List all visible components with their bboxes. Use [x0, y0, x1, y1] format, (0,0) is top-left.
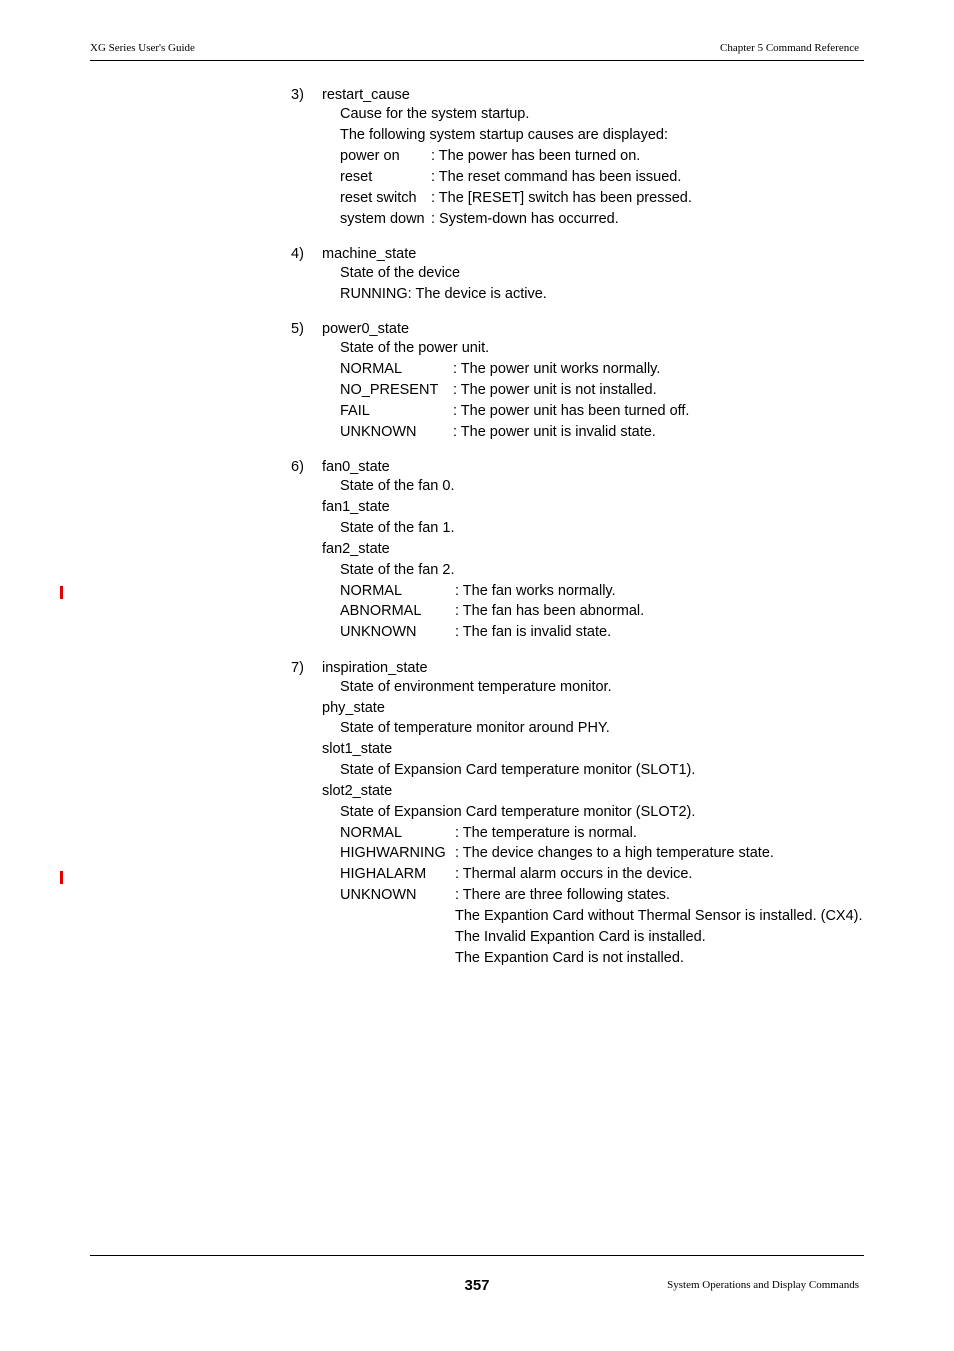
item-description: State of the device [340, 265, 461, 281]
value-key: FAIL [340, 403, 370, 419]
item-description: State of the fan 2. [340, 562, 455, 578]
item-description: State of the power unit. [340, 340, 490, 356]
value-meaning: : The [RESET] switch has been pressed. [431, 190, 692, 206]
header-guide-title: XG Series User's Guide [90, 42, 195, 54]
value-key: HIGHALARM [340, 866, 427, 882]
value-meaning: : The fan works normally. [455, 583, 616, 599]
value-key: NORMAL [340, 825, 403, 841]
change-bar-marker [60, 871, 63, 884]
item-name: fan0_state [322, 459, 390, 475]
value-key: UNKNOWN [340, 624, 417, 640]
item-name: phy_state [322, 700, 385, 716]
item-name: slot1_state [322, 741, 393, 757]
item-description: State of Expansion Card temperature monitor (SLOT2). [340, 804, 696, 820]
value-key: HIGHWARNING [340, 845, 446, 861]
value-key: reset switch [340, 190, 417, 206]
value-key: ABNORMAL [340, 603, 422, 619]
item-name: fan1_state [322, 499, 390, 515]
value-meaning: : The power unit is invalid state. [453, 424, 656, 440]
item-name: power0_state [322, 321, 410, 337]
value-key: NORMAL [340, 583, 403, 599]
footer-section-title: System Operations and Display Commands [667, 1279, 859, 1291]
item-name: restart_cause [322, 87, 410, 103]
item-description: State of the fan 0. [340, 478, 455, 494]
item-description: State of environment temperature monitor. [340, 679, 612, 695]
item-number: 3) [291, 87, 304, 103]
value-meaning: : There are three following states. [455, 887, 670, 903]
value-meaning: : The fan has been abnormal. [455, 603, 645, 619]
header-rule [90, 60, 864, 61]
page-number: 357 [464, 1277, 490, 1294]
item-description: State of temperature monitor around PHY. [340, 720, 610, 736]
value-meaning: : The fan is invalid state. [455, 624, 612, 640]
unknown-state-detail: The Invalid Expantion Card is installed. [455, 929, 706, 945]
value-key: UNKNOWN [340, 424, 417, 440]
change-bar-marker [60, 586, 63, 599]
value-key: system down [340, 211, 425, 227]
unknown-state-detail: The Expantion Card is not installed. [455, 950, 684, 966]
item-description: Cause for the system startup. [340, 106, 530, 122]
unknown-state-detail: The Expantion Card without Thermal Sensor is installed. (CX4). [455, 908, 863, 924]
value-key: UNKNOWN [340, 887, 417, 903]
value-key: reset [340, 169, 373, 185]
item-name: inspiration_state [322, 660, 428, 676]
item-number: 7) [291, 660, 304, 676]
value-meaning: : The device changes to a high temperature state. [455, 845, 774, 861]
value-meaning: : The power unit has been turned off. [453, 403, 690, 419]
item-number: 4) [291, 246, 304, 262]
footer-rule [90, 1255, 864, 1256]
item-description: The following system startup causes are displayed: [340, 127, 669, 143]
value-meaning: : The temperature is normal. [455, 825, 637, 841]
value-meaning: : System-down has occurred. [431, 211, 619, 227]
value-key: NORMAL [340, 361, 403, 377]
value-key: power on [340, 148, 400, 164]
item-name: machine_state [322, 246, 417, 262]
value-meaning: : The power has been turned on. [431, 148, 641, 164]
item-description: State of the fan 1. [340, 520, 455, 536]
header-chapter-title: Chapter 5 Command Reference [720, 42, 859, 54]
value-meaning: : The reset command has been issued. [431, 169, 682, 185]
value-meaning: : Thermal alarm occurs in the device. [455, 866, 693, 882]
value-key: NO_PRESENT [340, 382, 439, 398]
item-number: 6) [291, 459, 304, 475]
value-meaning: : The power unit works normally. [453, 361, 661, 377]
item-description: RUNNING: The device is active. [340, 286, 547, 302]
item-name: fan2_state [322, 541, 390, 557]
item-name: slot2_state [322, 783, 393, 799]
item-description: State of Expansion Card temperature monitor (SLOT1). [340, 762, 696, 778]
item-number: 5) [291, 321, 304, 337]
value-meaning: : The power unit is not installed. [453, 382, 657, 398]
